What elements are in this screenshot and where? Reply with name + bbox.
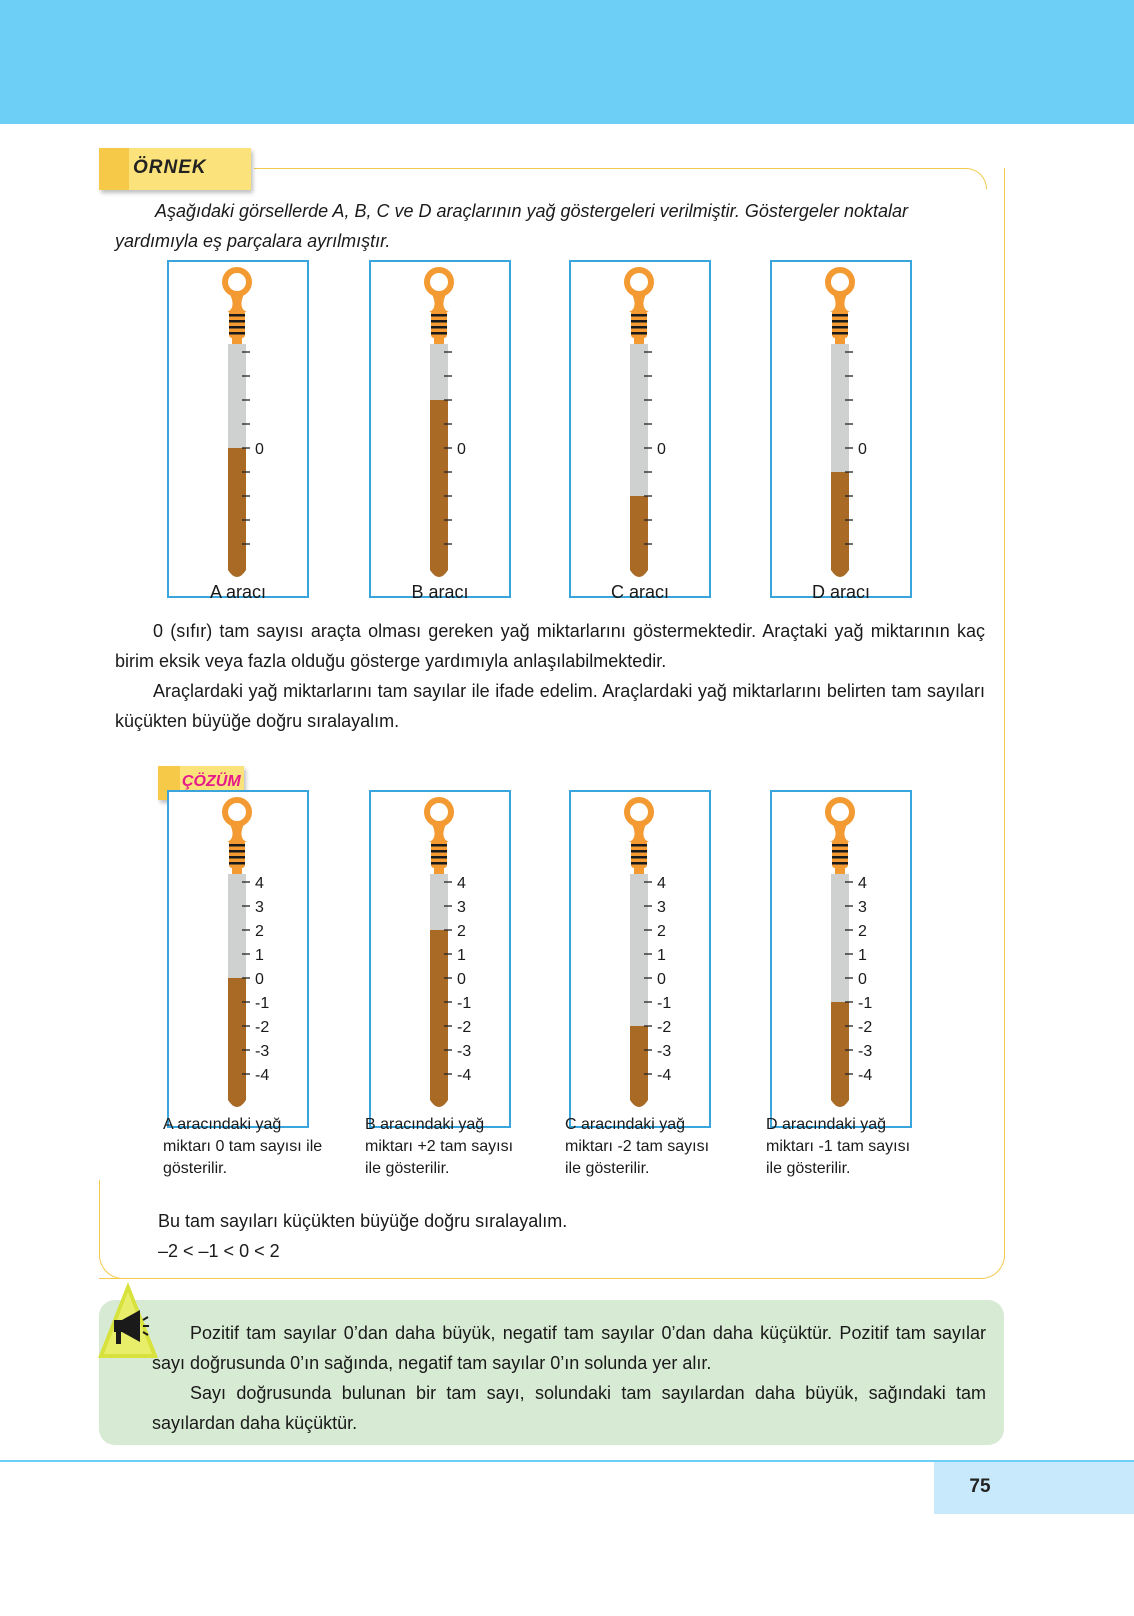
page-number: 75: [969, 1476, 991, 1497]
solution-gauge-1-panel: [369, 790, 511, 1128]
solution-gauge-1-oil-level: [430, 930, 448, 1107]
example-gauge-label: B aracı: [411, 582, 469, 602]
example-frame-left: [99, 1180, 130, 1279]
example-intro: Aşağıdaki görsellerde A, B, C ve D araçlarının yağ göstergeleri verilmiştir. Göstergeler noktalar yardımıyla eş parçalara ayrılmıştır.: [115, 201, 908, 251]
example-tag: [99, 148, 251, 190]
solution-gauge-1-scale-label: 4: [457, 875, 466, 892]
solution-gauge-0-scale-label: 4: [255, 875, 264, 892]
solution-gauge-caption: B aracındaki yağ miktarı +2 tam sayısı ile gösterilir.: [365, 1116, 514, 1177]
solution-gauge-3-scale-label: 4: [858, 875, 867, 892]
solution-gauge-2-scale-label: 3: [657, 899, 666, 916]
solution-gauge-1-scale-label: 0: [457, 971, 466, 988]
example-gauge-label: C aracı: [610, 582, 670, 602]
solution-gauge-3-scale-label: 2: [858, 923, 867, 940]
solution-gauge-2-scale-label: -4: [657, 1067, 672, 1084]
solution-gauge-2-scale-label: 2: [657, 923, 666, 940]
solution-gauge-2-scale-label: 4: [657, 875, 666, 892]
solution-gauge-1-scale-label: 2: [457, 923, 466, 940]
solution-gauge-2-panel: [569, 790, 711, 1128]
example-gauge-2-oil-level: [630, 496, 648, 577]
solution-gauge-0-scale-label: -3: [255, 1043, 270, 1060]
solution-gauge-0-scale-label: 3: [255, 899, 264, 916]
solution-gauge-2-scale-label: 1: [657, 947, 666, 964]
example-tag-label: ÖRNEK: [133, 157, 207, 178]
solution-gauge-3-scale-label: -1: [858, 995, 873, 1012]
solution-gauge-2-scale-label: -1: [657, 995, 672, 1012]
example-gauge-3-scale-label: 0: [858, 441, 867, 458]
solution-gauge-2-scale-label: -3: [657, 1043, 672, 1060]
solution-gauge-1-scale-label: -3: [457, 1043, 472, 1060]
solution-gauge-1-scale-label: -2: [457, 1019, 472, 1036]
example-gauge-3-oil-level: [831, 472, 849, 577]
solution-gauge-0-scale-label: 1: [255, 947, 264, 964]
solution-gauge-1-scale-label: -4: [457, 1067, 472, 1084]
note-paragraph-2: Sayı doğrusunda bulunan bir tam sayı, solundaki tam sayılardan daha büyük, sağındaki tam sayılardan daha küçüktür.: [152, 1383, 986, 1433]
solution-gauge-2-scale-label: -2: [657, 1019, 672, 1036]
example-gauge-1-panel: [369, 260, 511, 598]
solution-gauge-3-handle-ring: [828, 800, 852, 824]
example-paragraph-1: 0 (sıfır) tam sayısı araçta olması gereken yağ miktarlarını göstermektedir. Araçtaki yağ miktarının kaç birim eksik veya fazla olduğu gösterge yardımıyla anlaşılabilmektedir.: [115, 621, 985, 671]
example-gauge-0-oil-level: [228, 448, 246, 577]
solution-gauge-0-scale-label: -4: [255, 1067, 270, 1084]
solution-gauge-3-scale-label: -2: [858, 1019, 873, 1036]
solution-gauge-1-scale-label: -1: [457, 995, 472, 1012]
solution-gauge-2-handle-ring: [627, 800, 651, 824]
example-paragraph-2: Araçlardaki yağ miktarlarını tam sayılar ile ifade edelim. Araçlardaki yağ miktarlarını belirten tam sayıları küçükten büyüğe doğru sıralayalım.: [115, 681, 985, 731]
example-gauge-0-scale-label: 0: [255, 441, 264, 458]
solution-gauge-1-scale-label: 3: [457, 899, 466, 916]
megaphone-icon: [96, 1280, 160, 1360]
solution-gauge-0-panel: [167, 790, 309, 1128]
solution-gauge-3-scale-label: -3: [858, 1043, 873, 1060]
solution-gauge-2-scale-label: 0: [657, 971, 666, 988]
top-banner: [0, 0, 1134, 124]
solution-gauge-0-scale-label: -1: [255, 995, 270, 1012]
solution-gauge-3-dipstick: [772, 792, 910, 1126]
solution-gauge-2-dipstick: [571, 792, 709, 1126]
solution-gauge-0-oil-level: [228, 978, 246, 1107]
solution-gauge-0-scale-label: 2: [255, 923, 264, 940]
solution-gauge-2-oil-level: [630, 1026, 648, 1107]
solution-gauge-3-panel: [770, 790, 912, 1128]
example-gauge-1-oil-level: [430, 400, 448, 577]
solution-gauge-caption: A aracındaki yağ miktarı 0 tam sayısı ile gösterilir.: [163, 1116, 323, 1177]
example-gauge-0-handle-ring: [225, 270, 249, 294]
solution-gauge-1-scale-label: 1: [457, 947, 466, 964]
solution-gauge-1-handle-ring: [427, 800, 451, 824]
note-paragraph-1: Pozitif tam sayılar 0’dan daha büyük, negatif tam sayılar 0’dan daha küçüktür. Pozitif tam sayılar sayı doğrusunda 0’ın sağında, negatif tam sayılar 0’ın solunda yer alır.: [152, 1323, 986, 1373]
solution-gauge-0-dipstick: [169, 792, 307, 1126]
solution-gauge-0-handle-ring: [225, 800, 249, 824]
example-gauge-1-handle-ring: [427, 270, 451, 294]
example-gauge-label: D aracı: [811, 582, 871, 602]
example-gauge-3-dipstick: [772, 262, 910, 596]
solution-gauge-3-oil-level: [831, 1002, 849, 1107]
example-gauge-label: A aracı: [209, 582, 267, 602]
order-result: –2 < –1 < 0 < 2: [158, 1241, 280, 1261]
solution-gauge-3-scale-label: 1: [858, 947, 867, 964]
solution-gauge-3-scale-label: 3: [858, 899, 867, 916]
solution-gauge-0-scale-label: -2: [255, 1019, 270, 1036]
page-number-box: [934, 1462, 1134, 1514]
example-gauge-3-panel: [770, 260, 912, 598]
example-gauge-3-handle-ring: [828, 270, 852, 294]
example-gauge-0-dipstick: [169, 262, 307, 596]
example-gauge-2-handle-ring: [627, 270, 651, 294]
solution-gauge-3-scale-label: 0: [858, 971, 867, 988]
example-gauge-1-scale-label: 0: [457, 441, 466, 458]
example-gauge-2-panel: [569, 260, 711, 598]
order-sentence: Bu tam sayıları küçükten büyüğe doğru sıralayalım.: [158, 1211, 568, 1231]
solution-gauge-1-dipstick: [371, 792, 509, 1126]
example-gauge-1-dipstick: [371, 262, 509, 596]
solution-gauge-caption: C aracındaki yağ miktarı -2 tam sayısı ile gösterilir.: [565, 1116, 710, 1177]
solution-gauge-3-scale-label: -4: [858, 1067, 873, 1084]
solution-gauge-caption: D aracındaki yağ miktarı -1 tam sayısı ile gösterilir.: [766, 1116, 911, 1177]
solution-tag-label: ÇÖZÜM: [182, 773, 241, 790]
example-gauge-0-panel: [167, 260, 309, 598]
example-gauge-2-dipstick: [571, 262, 709, 596]
example-gauge-2-scale-label: 0: [657, 441, 666, 458]
solution-gauge-0-scale-label: 0: [255, 971, 264, 988]
